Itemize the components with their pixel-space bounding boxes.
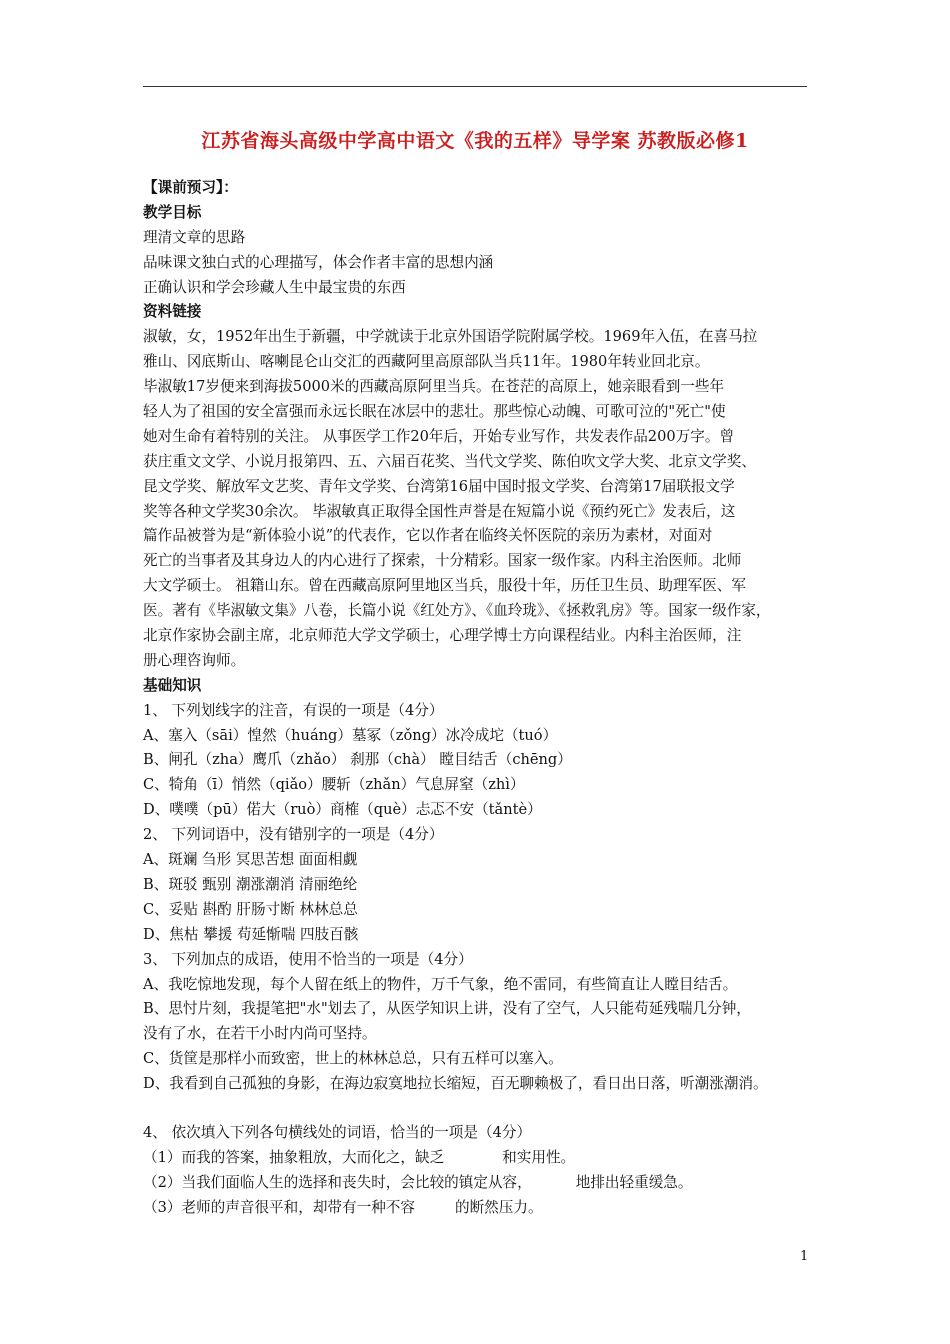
fill-blank-item (143, 1146, 815, 1171)
header-rule (143, 86, 807, 87)
materials-line: 获庄重文文学、小说月报第四、五、六届百花奖、当代文学奖、陈伯吹文学大奖、北京文学奖、 (143, 452, 756, 470)
materials-line: 册心理咨询师。 (143, 651, 246, 669)
fill-blank-text: （1）而我的答案，抽象粗放，大而化之，缺乏 (143, 1148, 445, 1166)
fill-blank-item (143, 1171, 815, 1196)
question-option: D、噗噗（pū）偌大（ruò）商榷（què）忐忑不安（tǎntè） (143, 801, 542, 819)
materials-line: 轻人为了祖国的安全富强而永远长眠在冰层中的悲壮。那些惊心动魄、可歌可泣的"死亡"使 (143, 403, 726, 421)
question-option: C、货筐是那样小而致密，世上的林林总总，只有五样可以塞入。 (143, 1050, 563, 1068)
fill-blank-text: （2）当我们面临人生的选择和丧失时，会比较的镇定从容， (143, 1173, 532, 1191)
spacer (143, 1097, 815, 1121)
materials-line: 医。著有《毕淑敏文集》八卷，长篇小说《红处方》、《血玲珑》、《拯救乳房》等。国家一级作家， (143, 602, 771, 620)
materials-line: 毕淑敏17岁便来到海拔5000米的西藏高原阿里当兵。在苍茫的高原上，她亲眼看到一些年 (143, 378, 725, 396)
question-option: D、我看到自己孤独的身影，在海边寂寞地拉长缩短，百无聊赖极了，看日出日落，听潮涨潮消。 (143, 1075, 768, 1093)
materials-heading: 资料链接 (143, 303, 202, 321)
materials-line: 雅山、冈底斯山、喀喇昆仑山交汇的西藏阿里高原部队当兵11年。1980年转业回北京。 (143, 353, 710, 371)
fill-blank-text: 的断然压力。 (454, 1198, 543, 1216)
materials-line: 她对生命有着特别的关注。 从事医学工作20年后，开始专业写作，共发表作品200万字。曾 (143, 427, 735, 445)
question-option: C、犄角（ī）悄然（qiǎo）腰斩（zhǎn）气息屏窒（zhì） (143, 776, 525, 794)
basics-heading: 基础知识 (143, 676, 202, 694)
question-stem: 4、 依次填入下列各句横线处的词语，恰当的一项是（4分） (143, 1123, 532, 1141)
materials-line: 死亡的当事者及其身边人的内心进行了探索，十分精彩。国家一级作家。内科主治医师。北师 (143, 552, 742, 570)
materials-line: 篇作品被誉为是“新体验小说”的代表作，它以作者在临终关怀医院的亲历为素材，对面对 (143, 527, 713, 545)
question-option: B、斑驳 甄别 潮涨潮消 清丽绝纶 (143, 875, 358, 893)
objective-item: 正确认识和学会珍藏人生中最宝贵的东西 (143, 278, 406, 296)
materials-line: 淑敏，女，1952年出生于新疆，中学就读于北京外国语学院附属学校。1969年入伍，在喜马拉 (143, 328, 758, 346)
section-preview-heading: 【课前预习】： (143, 179, 238, 196)
question-option: B、思忖片刻，我提笔把"水"划去了，从医学知识上讲，没有了空气，人只能苟延残喘几分钟， (143, 1000, 751, 1018)
materials-line: 北京作家协会副主席，北京师范大学文学硕士，心理学博士方向课程结业。内科主治医师，注 (143, 627, 742, 645)
materials-line: 昆文学奖、解放军文艺奖、青年文学奖、台湾第16届中国时报文学奖、台湾第17届联报文学 (143, 477, 735, 495)
materials-line: 大文学硕士。 祖籍山东。曾在西藏高原阿里地区当兵，服役十年，历任卫生员、助理军医、军 (143, 577, 746, 595)
fill-blank-text: 地排出轻重缓急。 (575, 1173, 693, 1191)
question-option: 没有了水，在若干小时内尚可坚持。 (143, 1025, 377, 1043)
fill-blank-text: 和实用性。 (502, 1148, 576, 1166)
objective-item: 品味课文独白式的心理描写，体会作者丰富的思想内涵 (143, 253, 494, 271)
objective-item: 理清文章的思路 (143, 228, 246, 246)
question-option: A、塞入（sāi）惶然（huáng）墓冢（zǒng）冰冷成坨（tuó） (143, 726, 558, 744)
fill-blank-item (143, 1196, 815, 1221)
question-stem: 1、 下列划线字的注音，有误的一项是（4分） (143, 701, 444, 719)
page-number: 1 (800, 1249, 809, 1264)
materials-line: 奖等各种文学奖30余次。 毕淑敏真正取得全国性声誉是在短篇小说《预约死亡》发表后，这 (143, 502, 736, 520)
document-body (143, 176, 815, 1221)
fill-blank-text: （3）老师的声音很平和，却带有一种不容 (143, 1198, 415, 1216)
document-title: 江苏省海头高级中学高中语文《我的五样》导学案 苏教版必修1 (201, 130, 749, 152)
question-option: B、闸孔（zha）鹰爪（zhǎo） 刹那（chà） 瞠目结舌（chēng） (143, 751, 572, 769)
question-stem: 2、 下列词语中，没有错别字的一项是（4分） (143, 826, 444, 844)
question-stem: 3、 下列加点的成语，使用不恰当的一项是（4分） (143, 950, 473, 968)
question-option: A、我吃惊地发现，每个人留在纸上的物件，万千气象，绝不雷同，有些简直让人瞠目结舌。 (143, 975, 738, 993)
question-option: C、妥贴 斟酌 肝肠寸断 林林总总 (143, 900, 358, 918)
question-option: D、焦枯 攀援 苟延惭喘 四肢百骸 (143, 925, 359, 943)
objectives-heading: 教学目标 (143, 203, 202, 221)
question-option: A、斑斓 刍形 冥思苦想 面面相觑 (143, 851, 358, 869)
